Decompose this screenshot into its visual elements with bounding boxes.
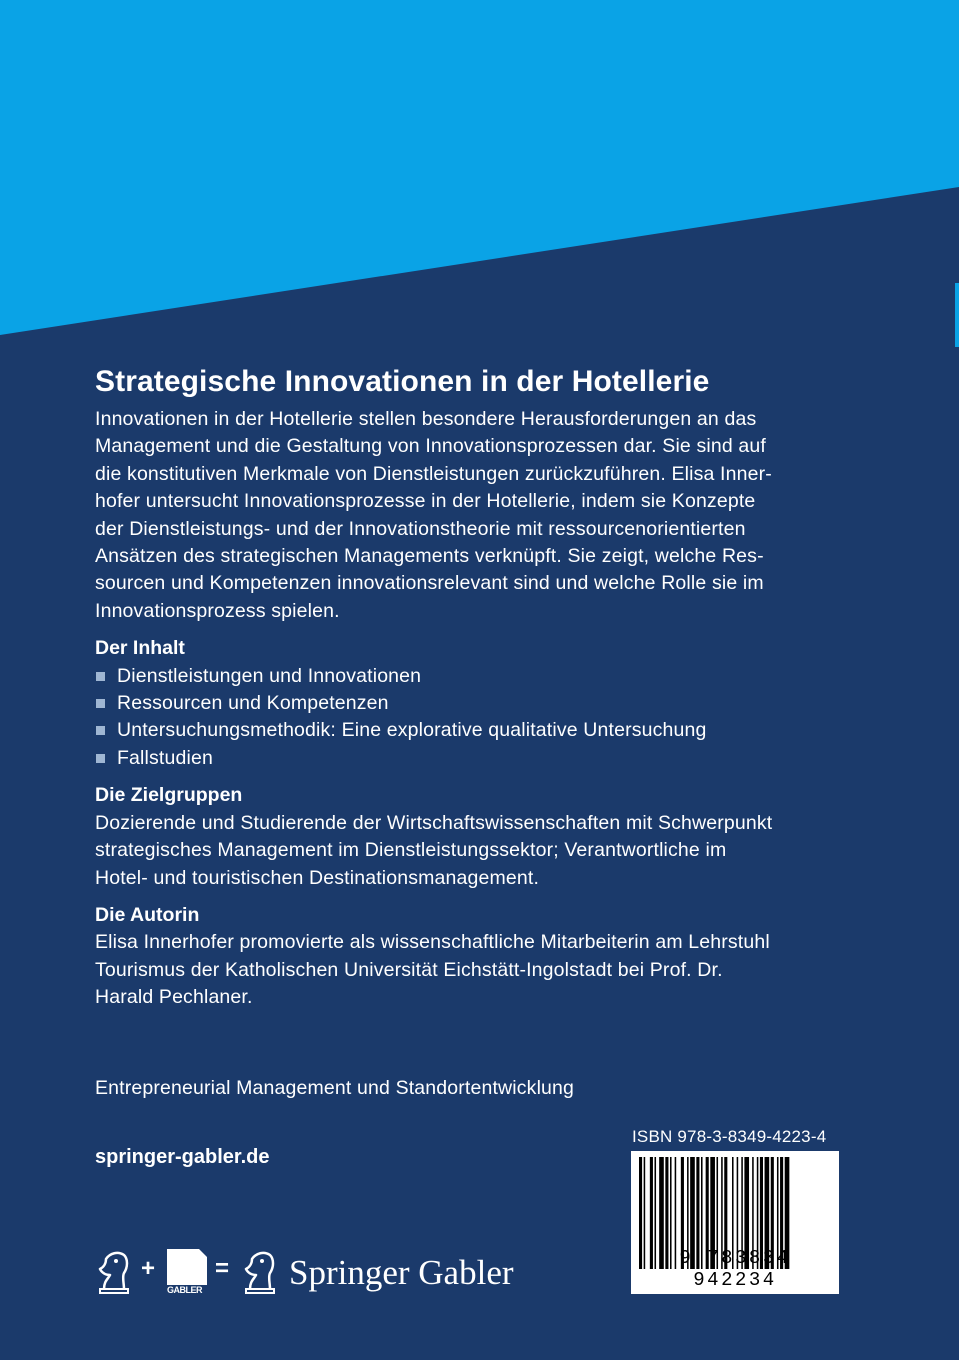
list-item: Ressourcen und Kompetenzen bbox=[95, 690, 875, 717]
springer-gabler-wordmark: Springer Gabler bbox=[289, 1253, 514, 1292]
intro-line: die konstitutiven Merkmale von Dienstleistungen zurückzuführen. Elisa Inner- bbox=[95, 462, 772, 485]
list-item: Fallstudien bbox=[95, 745, 875, 772]
autorin-paragraph bbox=[95, 929, 875, 1011]
square-bullet-icon bbox=[96, 754, 105, 763]
autorin-line: Harald Pechlaner. bbox=[95, 986, 253, 1009]
series-title: Entrepreneurial Management und Standortentwicklung bbox=[95, 1077, 575, 1099]
back-cover-text bbox=[95, 358, 875, 1012]
square-bullet-icon bbox=[96, 699, 105, 708]
autorin-heading: Die Autorin bbox=[95, 903, 200, 926]
zielgruppen-line: strategisches Management im Dienstleistungssektor; Verantwortliche im bbox=[95, 839, 727, 862]
plus-sign: + bbox=[141, 1255, 156, 1282]
isbn-label: ISBN 978-3-8349-4223-4 bbox=[632, 1127, 827, 1146]
intro-line: Ansätzen des strategischen Managements verknüpft. Sie zeigt, welche Res- bbox=[95, 545, 764, 568]
intro-line: Innovationsprozess spielen. bbox=[95, 599, 340, 622]
gabler-label: GABLER bbox=[167, 1285, 202, 1295]
intro-paragraph bbox=[95, 406, 875, 625]
intro-line: der Dienstleistungs- und der Innovationstheorie mit ressourcenorientierten bbox=[95, 517, 746, 540]
square-bullet-icon bbox=[96, 726, 105, 735]
intro-line: sourcen und Kompetenzen innovationsrelevant sind und welche Rolle sie im bbox=[95, 572, 764, 595]
barcode-digits: 9 783834 942234 bbox=[679, 1247, 791, 1291]
book-title: Strategische Innovationen in der Hotellerie bbox=[95, 365, 710, 398]
gabler-logo bbox=[167, 1249, 207, 1297]
intro-line: Management und die Gestaltung von Innovationsprozessen dar. Sie sind auf bbox=[95, 435, 766, 458]
autorin-line: Elisa Innerhofer promovierte als wissenschaftliche Mitarbeiterin am Lehrstuhl bbox=[95, 931, 770, 954]
equals-sign: = bbox=[215, 1255, 230, 1282]
zielgruppen-line: Hotel- und touristischen Destinationsmanagement. bbox=[95, 866, 540, 889]
square-bullet-icon bbox=[96, 672, 105, 681]
autorin-line: Tourismus der Katholischen Universität Eichstätt-Ingolstadt bei Prof. Dr. bbox=[95, 958, 723, 981]
list-item: Untersuchungsmethodik: Eine explorative qualitative Untersuchung bbox=[95, 717, 875, 744]
publisher-logos bbox=[94, 1243, 534, 1303]
publisher-website-link[interactable]: springer-gabler.de bbox=[95, 1146, 270, 1168]
zielgruppen-line: Dozierende und Studierende der Wirtschaftswissenschaften mit Schwerpunkt bbox=[95, 811, 773, 834]
springer-knight-icon bbox=[94, 1245, 134, 1297]
list-item: Dienstleistungen und Innovationen bbox=[95, 663, 875, 690]
isbn-barcode bbox=[631, 1151, 839, 1294]
inhalt-list bbox=[95, 663, 875, 773]
springer-knight-icon bbox=[240, 1245, 280, 1297]
inhalt-heading: Der Inhalt bbox=[95, 637, 185, 660]
intro-line: hofer untersucht Innovationsprozesse in der Hotellerie, indem sie Konzepte bbox=[95, 490, 756, 513]
intro-line: Innovationen in der Hotellerie stellen besondere Herausforderungen an das bbox=[95, 408, 757, 430]
zielgruppen-paragraph bbox=[95, 810, 875, 892]
zielgruppen-heading: Die Zielgruppen bbox=[95, 784, 243, 807]
